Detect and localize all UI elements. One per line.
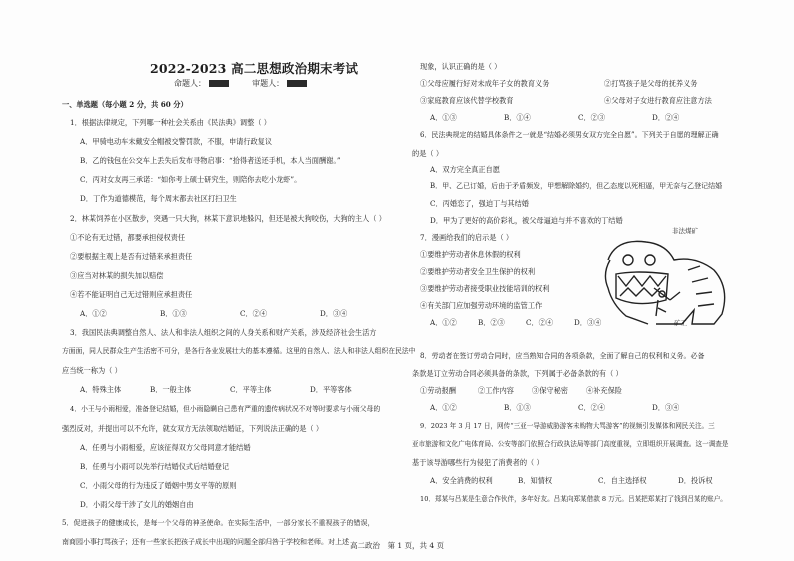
q7-option-a: A．①② xyxy=(430,318,457,327)
cartoon-worker-caption: 矿工 xyxy=(674,319,687,327)
q2-option-a: A．①② xyxy=(80,309,107,318)
byline xyxy=(174,80,307,88)
q6-line-2: 的是（ ） xyxy=(412,149,444,158)
q7-option-c: C．②④ xyxy=(526,318,554,327)
cartoon-sign-caption: 非法煤矿 xyxy=(672,227,698,235)
q7-item-1: ①要维护劳动者休息休假的权利 xyxy=(420,250,521,259)
q9-options xyxy=(430,477,713,484)
q4-option-a: A．任勇与小雨相爱，应该征得双方父母同意才能结婚 xyxy=(80,443,251,452)
q4-line-2: 强烈反对，并提出可以不允许，就女双方无法领取结婚证，下列说法正确的是（ ） xyxy=(62,424,324,433)
q2-option-d: D．③④ xyxy=(320,309,348,318)
q5-item-2: ②打骂孩子是父母的抚养义务 xyxy=(604,79,698,88)
q5-line-1: 5．促进孩子的健康成长，是每一个父母的神圣使命。在实际生活中，一部分家长不重视孩子的错误， xyxy=(62,519,375,527)
q1-option-d: D．丁作为道德模范，每个周末都去社区打扫卫生 xyxy=(80,194,237,203)
mining-tiger-cartoon xyxy=(596,230,734,330)
q2-item-2: ②要根据主观上是否有过错来承担责任 xyxy=(70,252,193,261)
q5-option-a: A．①③ xyxy=(430,113,457,122)
q7-item-3: ③要维护劳动者接受职业技能培训的权利 xyxy=(420,284,550,293)
q9-line-2: 亚市旅游和文化广电体育局、公安等部门依照合行政执法局等部门高度重视，立即组织开展调查。这一调查是 xyxy=(412,440,729,448)
q6-option-d: D．甲为了更好的高价彩礼，被父母逼迫与并不喜欢的丁结婚 xyxy=(430,216,623,225)
q5-item-3: ③家庭教育应该代替学校教育 xyxy=(420,96,514,105)
q2-item-4: ④若不能证明自己无过错则应承担责任 xyxy=(70,290,193,299)
q8-options xyxy=(430,404,679,411)
q8-line-2: 条款是订立劳动合同必须具备的条款，下列属于必备条款的有（ ） xyxy=(412,369,623,378)
q8-option-b: B．①③ xyxy=(504,403,531,412)
q5-option-c: C．②③ xyxy=(578,113,606,122)
q3-option-d: D．平等客体 xyxy=(310,385,352,394)
q7-options xyxy=(430,319,601,326)
reviewer-label: 审题人： xyxy=(252,79,285,88)
q9-line-3: 基于该导游哪些行为侵犯了消费者的（ ） xyxy=(412,458,544,467)
q2-option-b: B．①③ xyxy=(160,309,187,318)
q1-stem: 1．根据法律规定，下列哪一种社会关系由《民法典》调整（ ） xyxy=(70,118,271,127)
q8-item-3: ③保守秘密 xyxy=(532,386,568,395)
q2-item-3: ③应当对林某的损失加以赔偿 xyxy=(70,271,164,280)
q3-line-3: 应当统一称为（ ） xyxy=(62,366,122,375)
setter-label: 命题人： xyxy=(174,79,206,88)
q2-stem: 2．林某饲养在小区散步，突遇一只大狗，林某下意识地躲闪，但还是被大狗咬伤，大狗的主人（ ） xyxy=(70,214,386,223)
q1-option-a: A．甲骑电动车未戴安全帽被交警罚款，不服，申请行政复议 xyxy=(80,137,273,146)
q9-option-c: C．自主选择权 xyxy=(598,476,647,485)
q3-line-1: 3．我国民法典调整自然人、法人和非法人组织之间的人身关系和财产关系，涉及经济社会生活方 xyxy=(70,328,377,337)
q5-line-2: 南商园小事打骂孩子；还有一些家长把孩子成长中出现的问题全部归咎于学校和老师。对上述 xyxy=(62,538,349,546)
q2-item-1: ①不论有无过错，都要承担侵权责任 xyxy=(70,233,186,242)
q8-items xyxy=(420,387,622,394)
q3-line-2: 方面面，同人民群众生产生活密不可分，是各行各业发展壮大的基本遵循。这里的自然人、法人和非法人组织在民法中 xyxy=(62,347,416,355)
q4-option-c: C．小雨父母的行为违反了婚姻中男女平等的原则 xyxy=(80,481,237,490)
q8-item-2: ②工作内容 xyxy=(478,386,514,395)
q2-options xyxy=(80,310,347,317)
q4-line-1: 4．小王与小雨相爱，准备登记结婚，但小雨隐瞒自己患有严重的遗传病状况不对等时要求与小雨父母的 xyxy=(70,405,381,413)
q6-line-1: 6．民法典规定的结婚具体条件之一就是“结婚必须男女双方完全自愿”。下列关于自愿的理解正确 xyxy=(420,131,719,139)
q3-option-a: A．特殊主体 xyxy=(80,385,122,394)
page-footer: 高二政治 第 1 页，共 4 页 xyxy=(349,541,445,550)
q8-option-a: A．①② xyxy=(430,403,457,412)
q3-option-c: C．平等主体 xyxy=(230,385,272,394)
q5-option-d: D．②④ xyxy=(652,113,680,122)
q3-options xyxy=(80,386,352,393)
q7-option-d: D．③④ xyxy=(574,318,602,327)
q3-option-b: B．一般主体 xyxy=(150,385,192,394)
q1-option-b: B．乙的钱包在公交车上丢失后发布寻物启事：“拾得者送还手机，本人当面酬谢。” xyxy=(80,156,341,165)
q2-option-c: C．②④ xyxy=(240,309,268,318)
q1-option-c: C．丙对女友再三承诺：“如你考上硕士研究生，则陪你去吃小龙虾”。 xyxy=(80,175,302,184)
q8-item-1: ①劳动报酬 xyxy=(420,386,456,395)
q5-cont-line: 现象，认识正确的是（ ） xyxy=(420,62,502,71)
q10-line-1: 10．郑某与吕某是生意合作伙伴，多年好友。吕某向郑某借款 8 万元。吕某把郑某打了钱到吕某的账户。 xyxy=(420,495,727,503)
redacted-reviewer-name xyxy=(287,80,307,87)
q4-option-b: B．任勇与小雨可以先举行结婚仪式后结婚登记 xyxy=(80,462,230,471)
q5-item-4: ④父母对子女进行教育应注意方法 xyxy=(604,96,712,105)
q5-option-b: B．①④ xyxy=(504,113,531,122)
q8-option-d: D．③④ xyxy=(652,403,680,412)
q9-option-b: B．知情权 xyxy=(518,476,553,485)
section-heading: 一、单选题（每小题 2 分，共 60 分） xyxy=(62,100,188,109)
q6-option-b: B．甲、乙已订婚，后由于矛盾频发，甲想解除婚约，但乙态度以死相逼，甲无奈与乙登记结婚 xyxy=(430,182,723,190)
q9-line-1: 9．2023 年 3 月 17 日，网传“三亚一导游威胁游客未购物大骂游客”的视频引发媒体和网民关注。三 xyxy=(420,422,715,430)
q5-options xyxy=(430,114,679,121)
redacted-setter-name xyxy=(209,80,229,87)
q8-option-c: C．②④ xyxy=(578,403,606,412)
q4-option-d: D．小雨父母干涉了女儿的婚姻自由 xyxy=(80,500,194,509)
q9-option-a: A．安全消费的权利 xyxy=(430,476,493,485)
q8-item-4: ④补充保险 xyxy=(586,386,622,395)
q8-line-1: 8．劳动者在签订劳动合同时，应当熟知合同的各项条款，全面了解自己的权利和义务。必备 xyxy=(420,352,705,360)
q7-item-4: ④有关部门应加强劳动环境的监管工作 xyxy=(420,301,543,310)
q7-item-2: ②要维护劳动者安全卫生保护的权利 xyxy=(420,267,536,276)
q7-stem: 7．漫画给我们的启示是（ ） xyxy=(420,233,514,242)
q6-option-c: C．丙婚恋了，强迫丁与其结婚 xyxy=(430,199,529,208)
q9-option-d: D．投诉权 xyxy=(678,476,713,485)
q7-option-b: B．②③ xyxy=(478,318,505,327)
q5-item-1: ①父母应履行好对未成年子女的教育义务 xyxy=(420,79,550,88)
q6-option-a: A．双方完全真正自愿 xyxy=(430,165,500,174)
exam-title: 2022-2023 高二思想政治期末考试 xyxy=(150,61,359,76)
